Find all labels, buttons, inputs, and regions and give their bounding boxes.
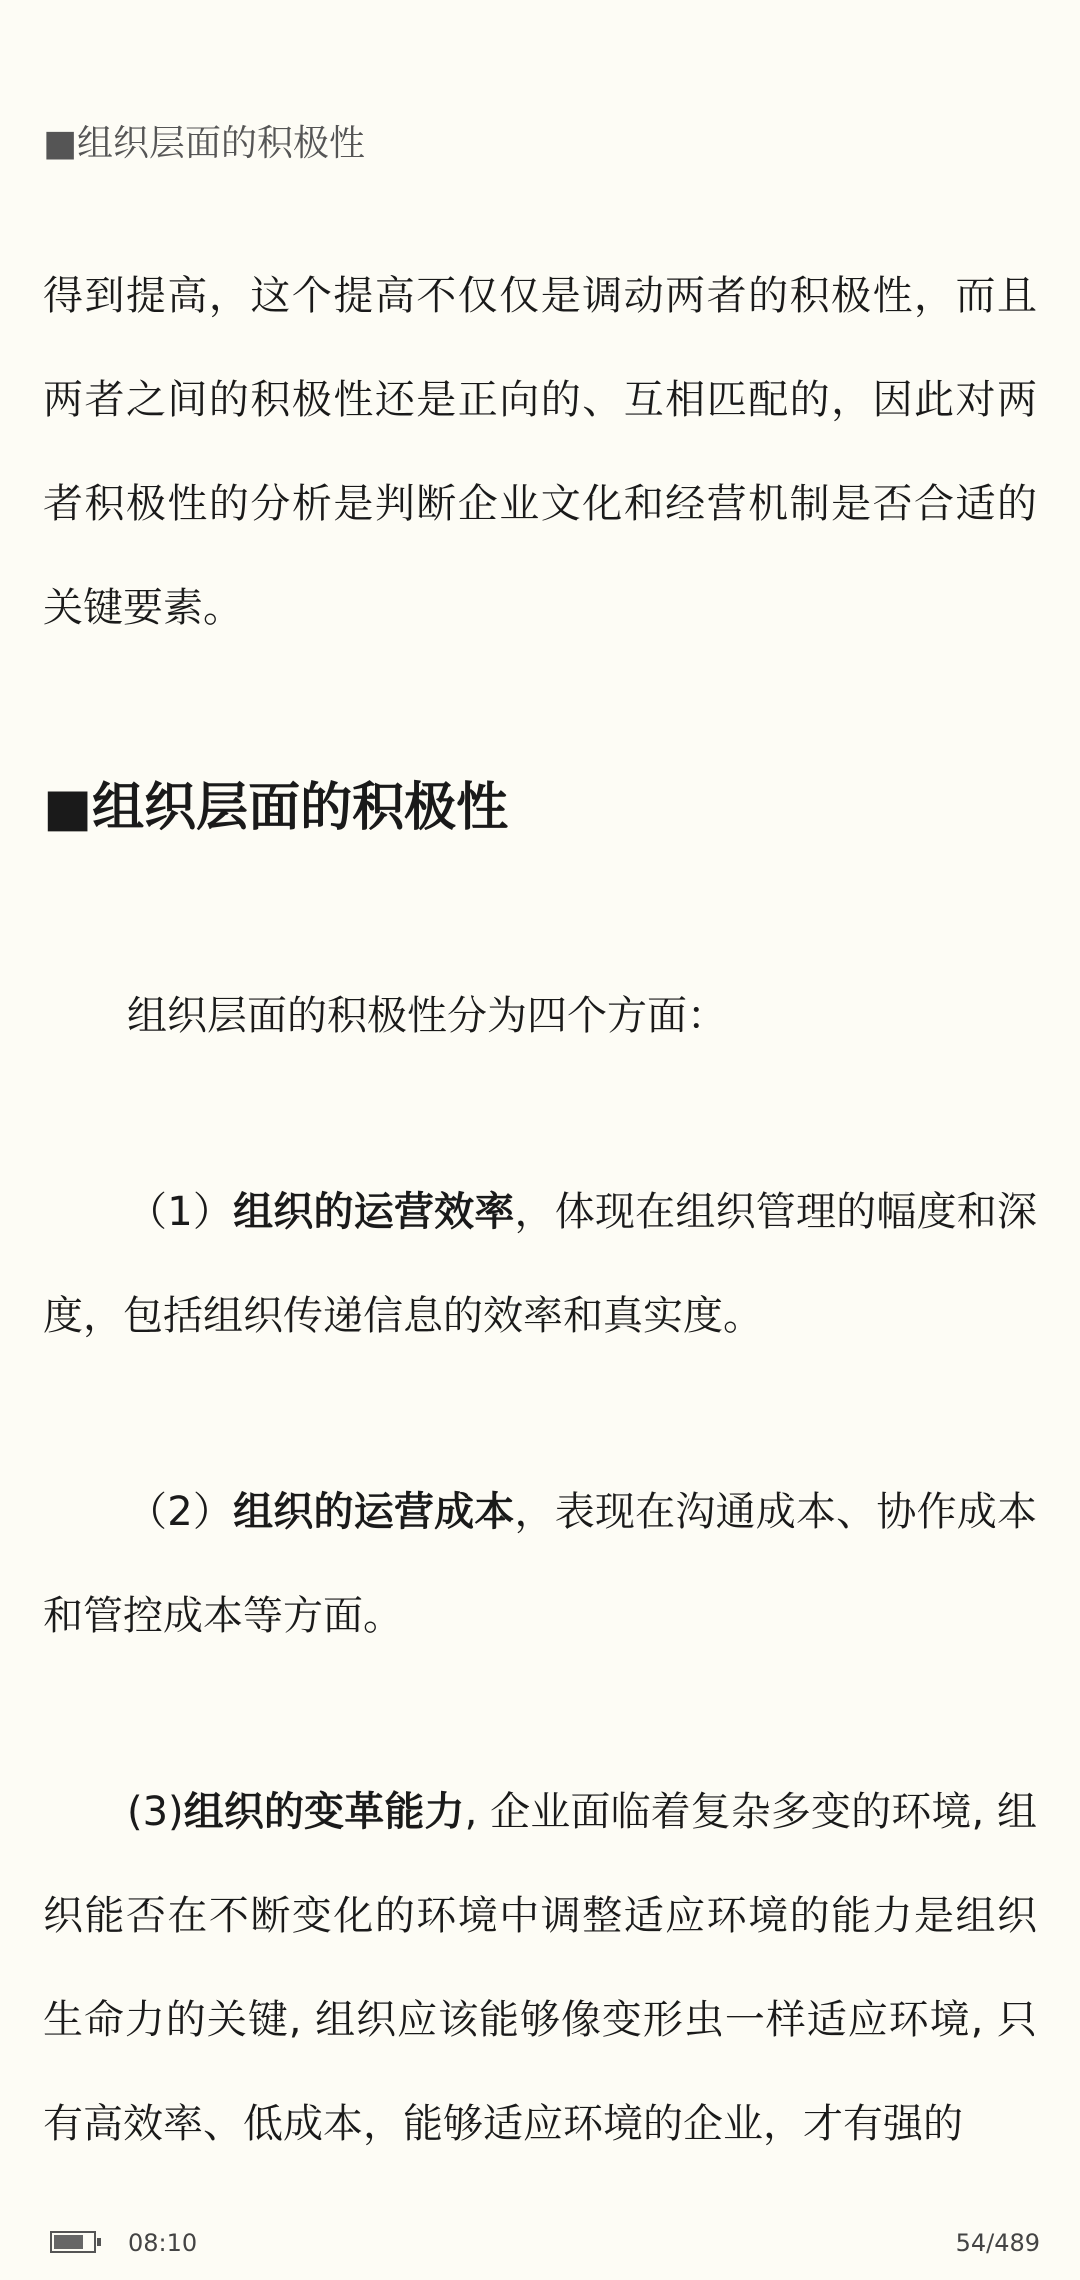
section-intro: 组织层面的积极性分为四个方面： [127, 993, 727, 1039]
reader-status-bar [0, 2220, 1080, 2268]
item-1-prefix: （1） [127, 1189, 234, 1235]
item-2-prefix: （2） [127, 1489, 234, 1535]
paragraph-continued: 得到提高，这个提高不仅仅是调动两者的积极性，而且两者之间的积极性还是正向的、互相匹配的，因此对两者积极性的分析是判断企业文化和经营机制是否合适的关键要素。 [43, 273, 1037, 631]
item-1-text: ，体现在组织管理的幅度和深度，包括组织传递信息的效率和真实度。 [43, 1189, 1038, 1339]
item-2-keyword: 组织的运营成本 [233, 1489, 515, 1535]
item-3-keyword: 组织的变革能力 [183, 1789, 465, 1835]
list-item-3 [43, 1760, 1037, 2176]
item-3-text: , 企业面临着复杂多变的环境, 组织能否在不断变化的环境中调整适应环境的能力是组织生命力的关键, 组织应该能够像变形虫一样适应环境, 只有高效率、低成本，能够适应环境的企业，才有强的 [43, 1789, 1038, 2147]
battery-icon [50, 2231, 96, 2253]
reader-content[interactable] [43, 244, 1037, 2176]
item-3-prefix: (3) [127, 1789, 184, 1835]
chapter-title: ■组织层面的积极性 [43, 123, 366, 164]
clock-time: 08:10 [128, 2229, 198, 2257]
section-heading: ■组织层面的积极性 [43, 778, 509, 838]
list-item-2 [43, 1460, 1037, 1668]
page-indicator: 54/489 [955, 2229, 1040, 2257]
item-1-keyword: 组织的运营效率 [233, 1189, 515, 1235]
battery-level [54, 2235, 83, 2249]
list-item-1 [43, 1160, 1037, 1368]
item-2-text: ，表现在沟通成本、协作成本和管控成本等方面。 [43, 1489, 1038, 1639]
